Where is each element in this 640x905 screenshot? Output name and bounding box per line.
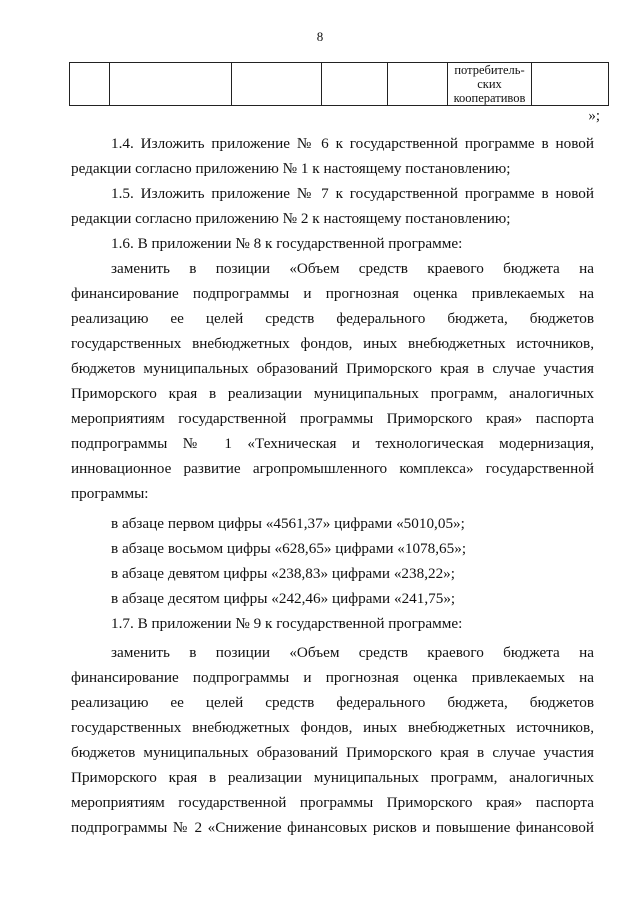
text-line: 1.4. Изложить приложение № 6 к государственной программе в новой <box>111 135 594 152</box>
text-line: редакции согласно приложению № 2 к настоящему постановлению; <box>71 210 511 227</box>
page-number: 8 <box>316 29 324 44</box>
paragraph-abzac-10 <box>71 586 594 611</box>
text-line: финансирование подпрограммы и прогнозная оценка привлекаемых на <box>71 285 594 302</box>
cell-line: потребитель- <box>454 63 525 77</box>
text-line: подпрограммы № 2 «Снижение финансовых рисков и повышение финансовой <box>71 819 594 836</box>
table-cell <box>532 63 609 106</box>
text-line: финансирование подпрограммы и прогнозная оценка привлекаемых на <box>71 669 594 686</box>
paragraph-1-4 <box>71 131 594 181</box>
text-line: бюджетов муниципальных образований Приморского края в случае участия <box>71 744 594 761</box>
text-line: реализацию ее целей средств федерального бюджета, бюджетов <box>71 310 594 327</box>
text-line: мероприятиям государственной программы Приморского края» паспорта <box>71 410 594 427</box>
table-cell <box>388 63 448 106</box>
text-line: в абзаце десятом цифры «242,46» цифрами «241,75»; <box>111 590 456 607</box>
table-cell <box>322 63 388 106</box>
paragraph-1-5 <box>71 181 594 231</box>
text-line: 1.7. В приложении № 9 к государственной программе: <box>111 615 463 632</box>
table-continuation <box>69 62 609 106</box>
text-line: в абзаце девятом цифры «238,83» цифрами «238,22»; <box>111 565 455 582</box>
text-line: подпрограммы № 1 «Техническая и технологическая модернизация, <box>71 435 594 452</box>
table-cell <box>110 63 232 106</box>
text-line: мероприятиям государственной программы Приморского края» паспорта <box>71 794 594 811</box>
paragraph-abzac-8 <box>71 536 594 561</box>
paragraph-1-7 <box>71 611 594 636</box>
text-line: заменить в позиции «Объем средств краевого бюджета на <box>111 260 594 277</box>
paragraph-1-6 <box>71 231 594 256</box>
text-line: бюджетов муниципальных образований Приморского края в случае участия <box>71 360 594 377</box>
table-row <box>70 63 609 106</box>
cell-line: кооперативов <box>453 91 526 105</box>
table-cell <box>70 63 110 106</box>
text-line: редакции согласно приложению № 1 к настоящему постановлению; <box>71 160 511 177</box>
paragraph-1-6-replace <box>71 256 594 506</box>
paragraph-abzac-9 <box>71 561 594 586</box>
text-line: Приморского края в реализации муниципальных программ, аналогичных <box>71 769 594 786</box>
text-line: инновационное развитие агропромышленного комплекса» государственной <box>71 460 594 477</box>
text-line: 1.6. В приложении № 8 к государственной программе: <box>111 235 463 252</box>
text-line: Приморского края в реализации муниципальных программ, аналогичных <box>71 385 594 402</box>
cell-line: ских <box>477 77 502 91</box>
paragraph-1-7-replace <box>71 640 594 840</box>
closing-quote: »; <box>588 108 600 124</box>
text-line: в абзаце первом цифры «4561,37» цифрами «5010,05»; <box>111 515 465 532</box>
table-cell-cooperatives <box>448 63 532 106</box>
text-line: государственных внебюджетных фондов, иных внебюджетных источников, <box>71 335 594 352</box>
text-line: государственных внебюджетных фондов, иных внебюджетных источников, <box>71 719 594 736</box>
text-line: в абзаце восьмом цифры «628,65» цифрами «1078,65»; <box>111 540 467 557</box>
text-line: 1.5. Изложить приложение № 7 к государственной программе в новой <box>111 185 594 202</box>
paragraph-abzac-1 <box>71 511 594 536</box>
text-line: программы: <box>71 485 149 502</box>
table-cell <box>232 63 322 106</box>
text-line: реализацию ее целей средств федерального бюджета, бюджетов <box>71 694 594 711</box>
text-line: заменить в позиции «Объем средств краевого бюджета на <box>111 644 594 661</box>
